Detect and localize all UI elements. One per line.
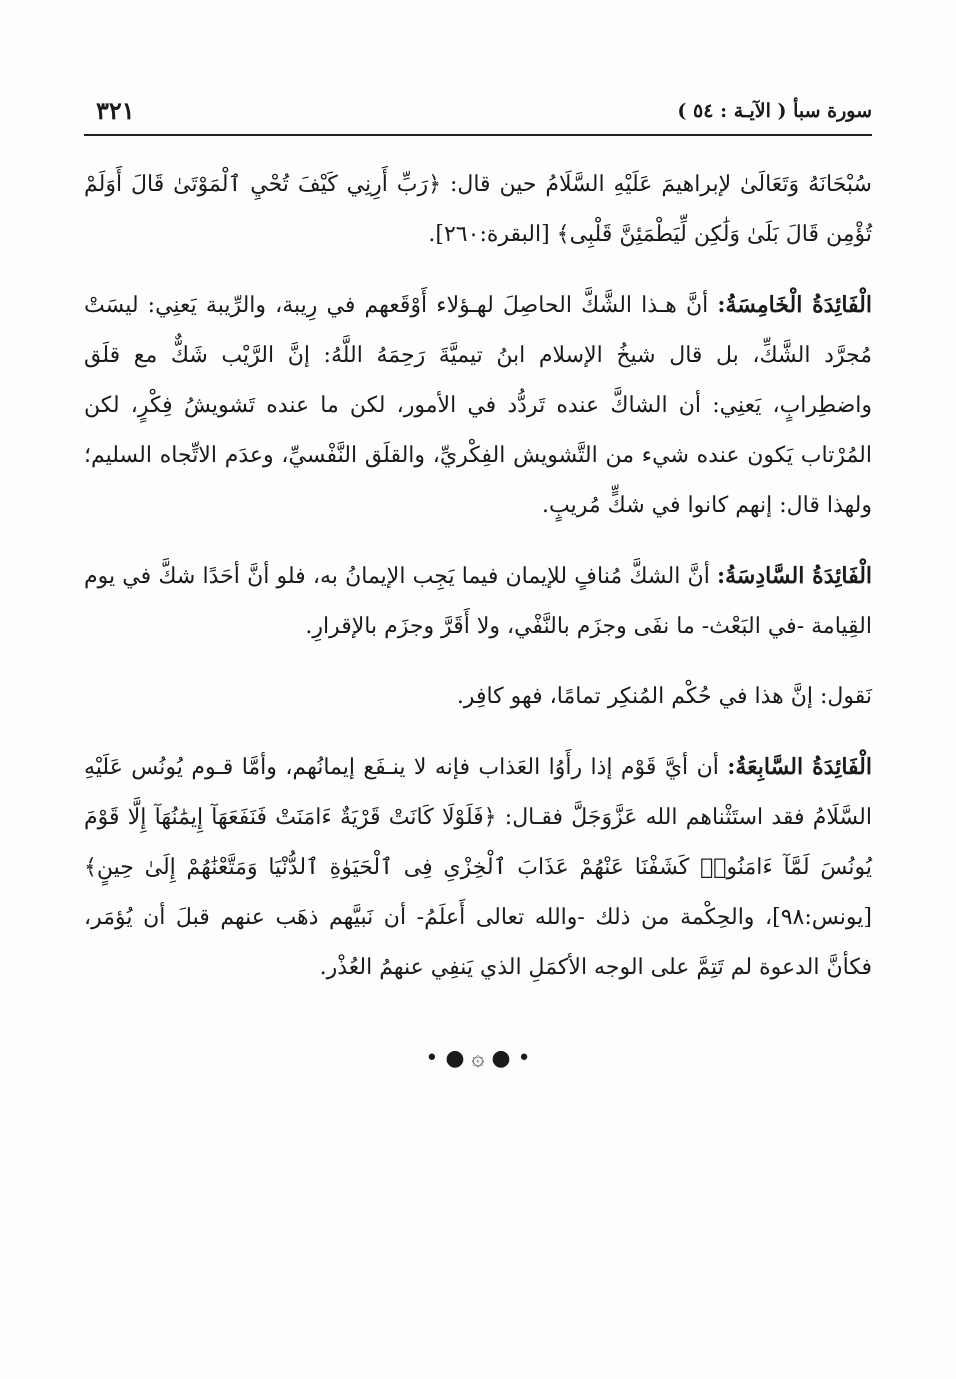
page-header bbox=[84, 96, 872, 130]
paragraph-benefit-seven bbox=[84, 742, 872, 993]
paragraph-continuation bbox=[84, 160, 872, 260]
paragraph-benefit-five bbox=[84, 280, 872, 531]
benefit-heading: الْفَائِدَةُ السَّادِسَةُ: bbox=[717, 563, 873, 589]
header-divider bbox=[84, 134, 872, 136]
page-body bbox=[84, 160, 872, 1013]
paragraph-text: أنَّ هـذا الشَّكَّ الحاصِلَ لهـؤلاء أَوْقَعهم في رِيبة، والرِّيبة يَعنِي: ليسَتْ مُجرَّد الشَّكِّ، بل قال شيخُ الإسلام ابنُ تيميَّةَ رَحِمَهُ اللَّهُ: إنَّ الرَّيْب شَكٌّ مع قلَق واضطِرابٍ، يَعنِي: أن الشاكَّ عنده تَردُّد في الأمور، لكن ما عنده تَشويشُ فِكْرٍ، لكن المُرْتاب يَكون عنده شيء من التَّشويش الفِكْريِّ، والقلَق النَّفْسيِّ، وعدَم الاتِّجاه السليم؛ ولهذا قال: إنهم كانوا في شكٍّ مُريبٍ. bbox=[84, 293, 873, 518]
section-end-ornament: • ● ۞ ● • bbox=[425, 1046, 531, 1071]
paragraph-text: نَقول: إنَّ هذا في حُكْم المُنكِر تمامًا، فهو كافِر. bbox=[456, 684, 872, 709]
paragraph-benefit-six bbox=[84, 551, 872, 652]
running-header-title: سورة سبأ ( الآيـة : ٥٤ ) bbox=[677, 100, 872, 122]
paragraph-text: سُبْحَانَهُ وَتَعَالَىٰ لإبراهيمَ عَلَيْهِ السَّلَامُ حين قال: ﴿رَبِّ أَرِنِي كَيْفَ تُحْيِ ٱلْمَوْتَىٰ قَالَ أَوَلَمْ تُؤْمِن قَالَ بَلَىٰ وَلَٰكِن لِّيَطْمَئِنَّ قَلْبِى﴾ [البقرة:٢٦٠]. bbox=[84, 172, 872, 247]
paragraph-text: أنَّ الشكَّ مُنافٍ للإيمان فيما يَجِب الإيمانُ به، فلو أنَّ أحَدًا شكَّ في يوم القِيامة -في البَعْث- ما نفَى وجزَم بالنَّفْي، ولا أَقَرَّ وجزَم بالإقرارِ. bbox=[84, 564, 872, 639]
paragraph-note bbox=[84, 672, 872, 722]
benefit-heading: الْفَائِدَةُ السَّابِعَةُ: bbox=[727, 754, 872, 780]
page-number: ٣٢١ bbox=[96, 96, 135, 125]
paragraph-text: أن أيَّ قَوْم إذا رأَوُا العَذاب فإنه لا ينـفَع إيمانُهم، وأمَّا قـوم يُونُس عَلَيْهِ السَّلَامُ فقد استَثْناهم الله عَزَّوَجَلَّ فقـال: ﴿فَلَوْلَا كَانَتْ قَرْيَةٌ ءَامَنَتْ فَنَفَعَهَآ إِيمَٰنُهَآ إِلَّا قَوْمَ يُونُسَ لَمَّآ ءَامَنُوا۟ كَشَفْنَا عَنْهُمْ عَذَابَ ٱلْخِزْىِ فِى ٱلْحَيَوٰةِ ٱلدُّنْيَا وَمَتَّعْنَٰهُمْ إِلَىٰ حِينٍ﴾ [يونس:٩٨]، والحِكْمة من ذلك -والله تعالى أَعلَمُ- أن نَبيَّهم ذهَب عنهم قبلَ أن يُؤمَر، فكأنَّ الدعوة لم تَتِمَّ على الوجه الأكمَلِ الذي يَنفِي عنهمُ العُذْر. bbox=[84, 755, 872, 980]
benefit-heading: الْفَائِدَةُ الْخَامِسَةُ: bbox=[717, 292, 872, 318]
